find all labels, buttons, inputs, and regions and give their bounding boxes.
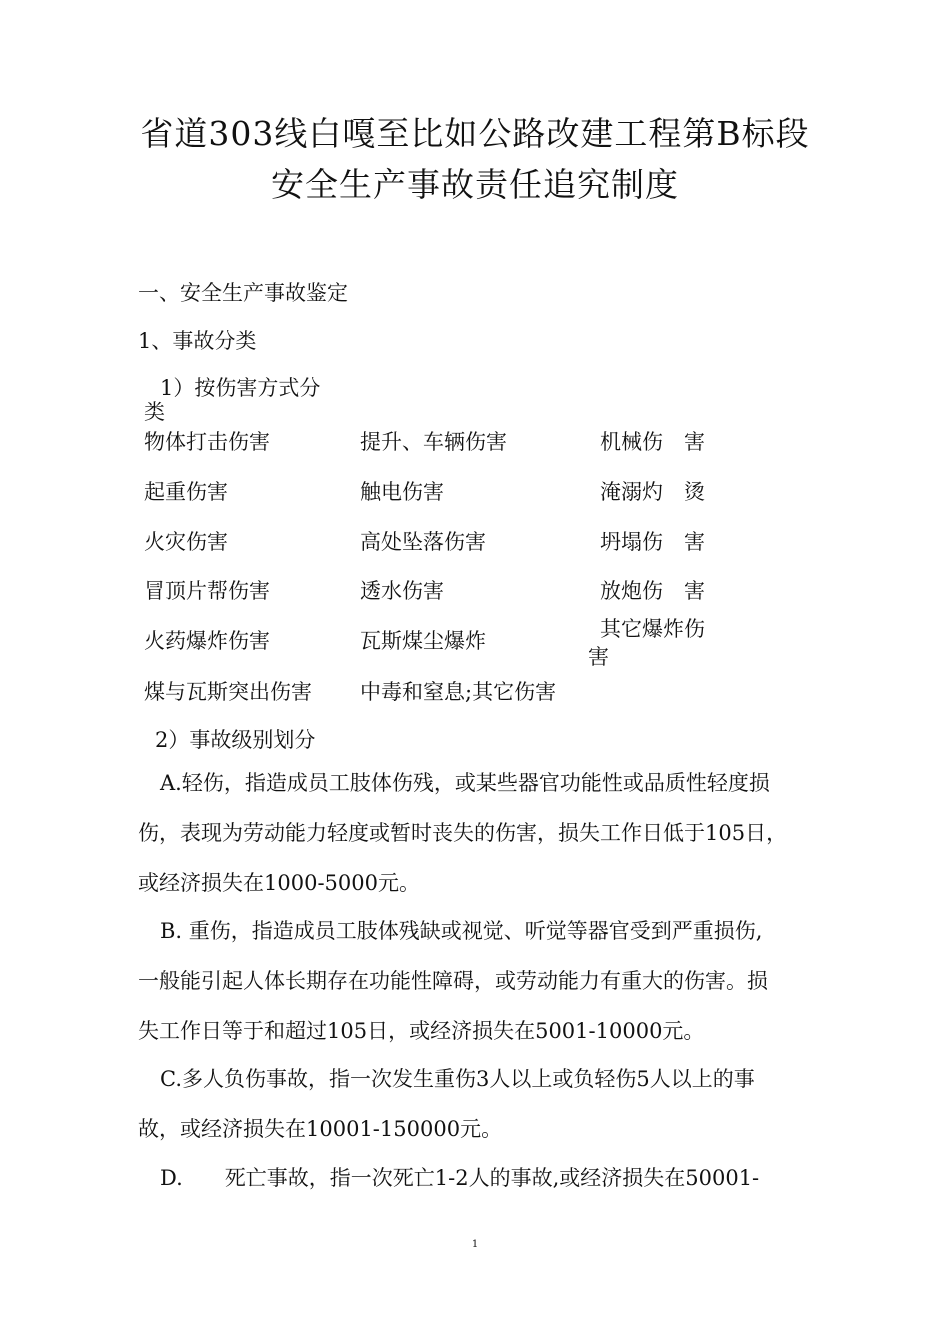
table-cell: 冒顶片帮伤害 [144,579,270,603]
paragraph-a-line: 伤，表现为劳动能力轻度或暂时丧失的伤害，损失工作日低于105日， [138,821,788,845]
table-cell: 透水伤害 [360,579,444,603]
section-heading: 一、安全生产事故鉴定 [138,281,348,305]
page-number: 1 [471,1239,479,1250]
paragraph-a-line: A.轻伤，指造成员工肢体伤残，或某些器官功能性或品质性轻度损 [160,771,770,795]
table-cell: 机械伤 害 [600,430,705,454]
table-cell: 物体打击伤害 [144,430,270,454]
paragraph-b-line: B. 重伤，指造成员工肢体残缺或视觉、听觉等器官受到严重损伤, [160,919,763,943]
document-title-line-1: 省道303线白嘎至比如公路改建工程第B标段 [140,114,810,153]
table-cell: 煤与瓦斯突出伤害 [144,680,312,704]
table-cell: 坍塌伤 害 [600,530,705,554]
table-cell: 淹溺灼 烫 [600,480,705,504]
table-cell: 中毒和窒息;其它伤害 [360,680,557,704]
paragraph-a-line: 或经济损失在1000-5000元。 [138,871,420,895]
table-cell: 高处坠落伤害 [360,530,486,554]
table-cell: 起重伤害 [144,480,228,504]
subsection-item-1-wrap: 类 [144,400,165,424]
paragraph-c-line: 故，或经济损失在10001-150000元。 [138,1117,503,1141]
subsection-heading: 1、事故分类 [138,329,257,353]
table-cell: 其它爆炸伤 [600,617,705,641]
paragraph-b-line: 失工作日等于和超过105日，或经济损失在5001-10000元。 [138,1019,705,1043]
table-cell: 提升、车辆伤害 [360,430,507,454]
subsection-item-2: 2）事故级别划分 [155,728,316,752]
paragraph-b-line: 一般能引起人体长期存在功能性障碍，或劳动能力有重大的伤害。损 [138,969,768,993]
paragraph-c-line: C.多人负伤事故，指一次发生重伤3人以上或负轻伤5人以上的事 [160,1067,755,1091]
table-cell: 放炮伤 害 [600,579,705,603]
table-cell: 触电伤害 [360,480,444,504]
subsection-item-1: 1）按伤害方式分 [160,376,321,400]
table-cell: 火灾伤害 [144,530,228,554]
document-title-line-2: 安全生产事故责任追究制度 [271,165,679,204]
paragraph-d-line: D. 死亡事故，指一次死亡1-2人的事故,或经济损失在50001- [160,1166,760,1190]
table-cell-wrap: 害 [588,645,609,669]
table-cell: 瓦斯煤尘爆炸 [360,629,486,653]
table-cell: 火药爆炸伤害 [144,629,270,653]
